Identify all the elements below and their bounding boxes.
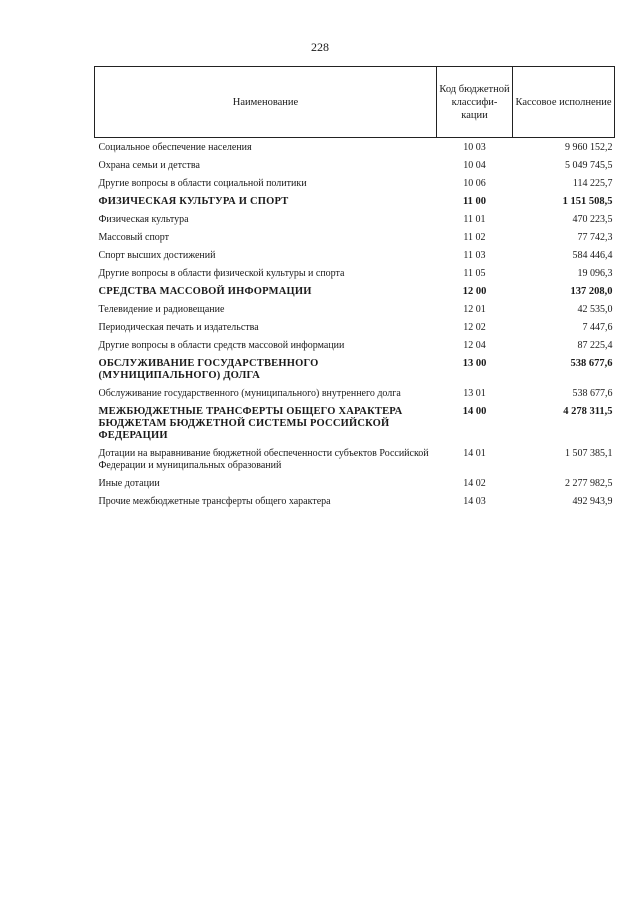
row-name: Прочие межбюджетные трансферты общего характера [98,496,331,507]
header-amount: Кассовое исполнение [513,67,615,138]
row-amount: 42 535,0 [577,304,613,315]
row-amount: 1 151 508,5 [562,196,613,207]
row-code: 14 02 [463,478,486,489]
table-row [95,492,615,510]
row-code: 10 04 [463,160,486,171]
row-amount: 584 446,4 [572,250,613,261]
row-amount: 77 742,3 [577,232,613,243]
table-header-row [95,67,615,138]
row-amount: 538 677,6 [570,358,613,369]
row-amount: 2 277 982,5 [565,478,613,489]
section-row [95,282,615,300]
row-amount: 5 049 745,5 [565,160,613,171]
table-row [95,156,615,174]
row-code: 11 05 [463,268,486,279]
header-name: Наименование [95,67,437,138]
row-amount: 1 507 385,1 [565,448,613,459]
row-name: Другие вопросы в области физической культуры и спорта [98,268,345,279]
row-name: Телевидение и радиовещание [98,304,225,315]
table-row [95,336,615,354]
row-name: Другие вопросы в области социальной политики [98,178,307,189]
table-row [95,300,615,318]
row-name: Массовый спорт [98,232,170,243]
row-code: 14 03 [463,496,486,507]
row-name: Иные дотации [98,478,160,489]
row-code: 12 04 [463,340,486,351]
section-row [95,402,615,444]
section-row [95,192,615,210]
section-row [95,354,615,384]
row-code: 10 03 [463,142,486,153]
row-name: Дотации на выравнивание бюджетной обеспеченности субъектов Российской Федерации и муниципальных образований [98,448,429,471]
table-row [95,210,615,228]
row-code: 11 00 [462,196,487,207]
row-code: 11 03 [463,250,486,261]
table-row [95,444,615,474]
budget-execution-table [94,66,615,510]
table-row [95,246,615,264]
row-amount: 470 223,5 [572,214,613,225]
row-amount: 492 943,9 [572,496,613,507]
row-code: 12 00 [462,286,487,297]
row-amount: 114 225,7 [572,178,613,189]
row-name: СРЕДСТВА МАССОВОЙ ИНФОРМАЦИИ [98,286,312,297]
header-code: Код бюджетной классифи-кации [437,67,513,138]
row-code: 11 01 [463,214,486,225]
row-amount: 87 225,4 [577,340,613,351]
row-code: 12 02 [463,322,486,333]
table-row [95,228,615,246]
table-row [95,174,615,192]
row-code: 12 01 [463,304,486,315]
row-amount: 137 208,0 [570,286,613,297]
row-code: 14 00 [462,406,487,417]
table-row [95,474,615,492]
row-name: Физическая культура [98,214,189,225]
page-number: 228 [311,40,329,54]
table-row [95,264,615,282]
row-name: Социальное обеспечение населения [98,142,252,153]
row-amount: 7 447,6 [582,322,613,333]
row-name: Другие вопросы в области средств массовой информации [98,340,345,351]
row-name: Обслуживание государственного (муниципального) внутреннего долга [98,388,401,399]
row-amount: 9 960 152,2 [565,142,613,153]
row-name: МЕЖБЮДЖЕТНЫЕ ТРАНСФЕРТЫ ОБЩЕГО ХАРАКТЕРА БЮДЖЕТАМ БЮДЖЕТНОЙ СИСТЕМЫ РОССИЙСКОЙ ФЕДЕРАЦИИ [98,406,403,441]
row-amount: 538 677,6 [572,388,613,399]
table-row [95,138,615,157]
row-code: 11 02 [463,232,486,243]
table-row [95,384,615,402]
row-name: Периодическая печать и издательства [98,322,259,333]
row-name: Охрана семьи и детства [98,160,200,171]
row-name: Спорт высших достижений [98,250,216,261]
row-name: ОБСЛУЖИВАНИЕ ГОСУДАРСТВЕННОГО (МУНИЦИПАЛЬНОГО) ДОЛГА [98,358,319,381]
row-amount: 19 096,3 [577,268,613,279]
table-body [95,138,615,511]
row-amount: 4 278 311,5 [563,406,613,417]
row-code: 13 01 [463,388,486,399]
row-code: 10 06 [463,178,486,189]
table-row [95,318,615,336]
row-name: ФИЗИЧЕСКАЯ КУЛЬТУРА И СПОРТ [98,196,289,207]
row-code: 14 01 [463,448,486,459]
row-code: 13 00 [462,358,487,369]
